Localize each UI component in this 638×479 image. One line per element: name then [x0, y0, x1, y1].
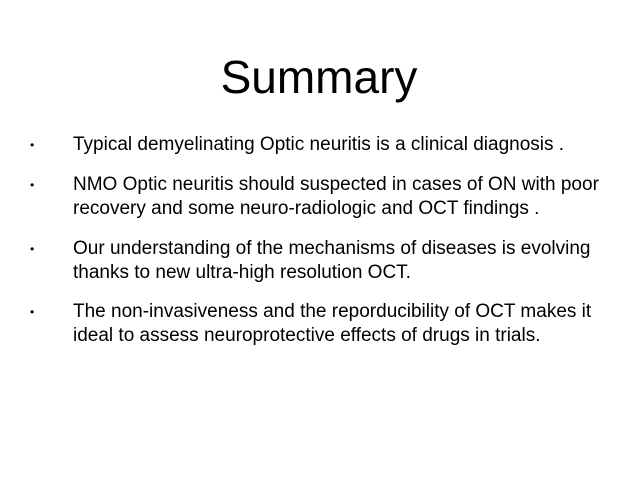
bullet-icon: • [30, 242, 35, 256]
bullet-item [30, 300, 620, 348]
bullet-text: Our understanding of the mechanisms of diseases is evolving thanks to new ultra-high resolution OCT. [73, 238, 591, 283]
bullet-list [30, 133, 620, 364]
bullet-text: NMO Optic neuritis should suspected in cases of ON with poor recovery and some neuro-radiologic and OCT findings . [73, 174, 599, 219]
bullet-icon: • [30, 305, 35, 319]
bullet-item [30, 133, 620, 157]
bullet-text: Typical demyelinating Optic neuritis is a clinical diagnosis . [73, 134, 565, 155]
bullet-text: The non-invasiveness and the reporducibility of OCT makes it ideal to assess neuroprotective effects of drugs in trials. [73, 301, 592, 346]
bullet-icon: • [30, 178, 35, 192]
bullet-icon: • [30, 138, 35, 152]
slide-title: Summary [220, 51, 418, 103]
bullet-item [30, 173, 620, 221]
bullet-item [30, 237, 620, 285]
